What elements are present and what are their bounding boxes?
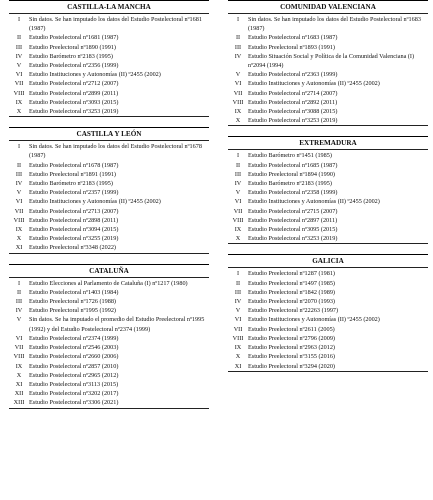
study-description: Sin datos. Se han imputado los datos del Estudio Postelectoral nº1678 (1987) (29, 143, 202, 160)
table-castilla-la-mancha (9, 0, 209, 117)
study-description: Estudio Preelectoral nº1891 (1991) (29, 170, 116, 178)
legislature-number: VII (233, 89, 243, 97)
legislature-number: VIII (13, 216, 25, 224)
region-heading: EXTREMADURA (299, 139, 357, 148)
left-column (9, 0, 209, 419)
table-row (9, 362, 209, 371)
table-row (9, 43, 209, 52)
legislature-number: XI (15, 380, 23, 388)
legislature-number: VIII (232, 334, 244, 342)
table-bottom-rule (9, 408, 209, 409)
legislature-number: V (16, 189, 22, 197)
study-description: Estudio Preelectoral nº1893 (1991) (248, 43, 335, 51)
study-description: Estudio Postelectoral nº3093 (2015) (29, 98, 119, 106)
table-row (9, 371, 209, 380)
table-row (228, 43, 428, 52)
study-description: Sin datos. Se han imputado los datos del Estudio Postelectoral nº1683 (1987) (248, 16, 421, 33)
legislature-number: II (235, 34, 241, 42)
table-row (228, 89, 428, 98)
legislature-number: IV (234, 298, 242, 306)
study-description: Estudio Postelectoral nº2715 (2007) (248, 207, 338, 215)
table-row (9, 52, 209, 61)
region-heading: CATALUÑA (89, 266, 129, 275)
table-row (228, 225, 428, 234)
legislature-number: VIII (232, 98, 244, 106)
table-bottom-rule (9, 116, 209, 117)
legislature-number: IV (15, 52, 23, 60)
table-row (9, 170, 209, 179)
legislature-number: V (235, 71, 241, 79)
study-description: Estudio Instituciones y Autonomías (II) º2455 (2002) (248, 80, 380, 88)
legislature-number: IX (234, 226, 242, 234)
table-row (228, 79, 428, 88)
study-description: Estudio Preelectoral nº2070 (1993) (248, 298, 335, 306)
table-comunidad-valenciana (228, 0, 428, 126)
legislature-number: VI (15, 334, 23, 342)
legislature-number: II (16, 288, 22, 296)
table-cataluna (9, 264, 209, 409)
study-description: Estudio Preelectoral nº2611 (2005) (248, 325, 335, 333)
table-row (9, 398, 209, 407)
legislature-number: XI (234, 362, 242, 370)
legislature-number: VII (233, 325, 243, 333)
legislature-number: VIII (13, 353, 25, 361)
study-description: Estudio Postelectoral nº1678 (1987) (29, 161, 119, 169)
study-description: Estudio Postelectoral nº2363 (1999) (248, 71, 338, 79)
table-row (9, 98, 209, 107)
table-galicia (228, 254, 428, 371)
table-bottom-rule (228, 371, 428, 372)
legislature-number: IV (234, 52, 242, 60)
table-row (228, 98, 428, 107)
table-row (228, 33, 428, 42)
study-description: Estudio Postelectoral nº3253 (2019) (29, 108, 119, 116)
legislature-number: II (235, 161, 241, 169)
region-heading: CASTILLA Y LEÓN (76, 130, 142, 139)
table-body (228, 14, 428, 125)
table-row (228, 306, 428, 315)
study-description: Estudio Preelectoral nº3348 (2022) (29, 244, 116, 252)
table-row (228, 107, 428, 116)
study-description: Estudio Postelectoral nº2374 (1999) (29, 334, 119, 342)
table-row (9, 279, 209, 288)
table-row (228, 179, 428, 188)
study-description: Estudio Barómetro nº2183 (1995) (29, 180, 113, 188)
legislature-number: I (17, 279, 21, 287)
legislature-number: I (236, 16, 240, 23)
study-description: Estudio Postelectoral nº2857 (2010) (29, 362, 119, 370)
legislature-number: XI (15, 244, 23, 252)
legislature-number: I (17, 16, 21, 23)
study-description: Estudio Postelectoral nº1403 (1984) (29, 288, 119, 296)
study-description: Estudio Postelectoral nº3088 (2015) (248, 108, 338, 116)
legislature-number: VIII (13, 89, 25, 97)
table-row (228, 15, 428, 33)
study-description: Estudio Preelectoral nº2963 (2012) (248, 344, 335, 352)
legislature-number: VII (14, 344, 24, 352)
study-description: Estudio Postelectoral nº3113 (2015) (29, 380, 119, 388)
legislature-number: IV (234, 180, 242, 188)
study-description: Estudio Preelectoral nº1894 (1990) (248, 170, 335, 178)
table-row (228, 343, 428, 352)
study-description: Estudio Barómetro nº1451 (1985) (248, 152, 332, 160)
study-description: Estudio Elecciones al Parlamento de Cataluña (I) nº1217 (1980) (29, 279, 188, 287)
study-description: Estudio Barómetro nº2183 (1995) (29, 52, 113, 60)
study-description: Estudio Preelectoral nº2796 (2009) (248, 334, 335, 342)
right-column (228, 0, 428, 382)
table-row (228, 352, 428, 361)
study-description: Estudio Postelectoral nº2899 (2011) (29, 89, 119, 97)
study-description: Estudio Postelectoral nº2356 (1999) (29, 62, 119, 70)
table-row (9, 179, 209, 188)
table-row (9, 197, 209, 206)
legislature-number: IX (234, 108, 242, 116)
table-bottom-rule (228, 125, 428, 126)
legislature-number: VI (234, 80, 242, 88)
legislature-number: II (16, 161, 22, 169)
study-description: Estudio Instituciones y Autonomías (II) º2455 (2002) (29, 198, 161, 206)
legislature-number: VIII (232, 216, 244, 224)
table-row (228, 188, 428, 197)
study-description: Estudio Preelectoral nº1497 (1985) (248, 279, 335, 287)
table-row (228, 70, 428, 79)
study-description: Estudio Postelectoral nº3255 (2019) (29, 235, 119, 243)
study-description: Estudio Postelectoral nº3202 (2017) (29, 390, 119, 398)
table-body (9, 14, 209, 116)
legislature-number: VII (233, 207, 243, 215)
legislature-number: VI (234, 198, 242, 206)
table-row (228, 288, 428, 297)
legislature-number: IX (15, 362, 23, 370)
legislature-number: X (235, 117, 241, 125)
study-description: Estudio Postelectoral nº2713 (2007) (29, 207, 119, 215)
table-row (9, 107, 209, 116)
table-row (9, 315, 209, 333)
legislature-number: V (16, 316, 22, 324)
legislature-number: III (15, 43, 23, 51)
study-description: Estudio Preelectoral nº1890 (1991) (29, 43, 116, 51)
table-extremadura (228, 136, 428, 244)
table-row (228, 234, 428, 243)
region-heading: CASTILLA-LA MANCHA (67, 3, 151, 11)
study-description: Estudio Postelectoral nº2546 (2003) (29, 344, 119, 352)
legislature-number: X (16, 108, 22, 116)
study-description: Estudio Preelectoral nº1842 (1989) (248, 288, 335, 296)
table-row (9, 288, 209, 297)
legislature-number: III (234, 170, 242, 178)
study-description: Estudio Postelectoral nº2965 (2012) (29, 371, 119, 379)
table-row (9, 306, 209, 315)
legislature-number: II (235, 279, 241, 287)
study-description: Estudio Postelectoral nº2660 (2006) (29, 353, 119, 361)
study-description: Estudio Postelectoral nº2898 (2011) (29, 216, 119, 224)
legislature-number: I (236, 152, 240, 160)
legislature-number: II (16, 34, 22, 42)
study-description: Estudio Postelectoral nº2358 (1999) (248, 189, 338, 197)
table-castilla-y-leon (9, 127, 209, 253)
table-row (9, 79, 209, 88)
legislature-number: X (16, 371, 22, 379)
study-description: Estudio Instituciones y Autonomías (II) º2455 (2002) (248, 198, 380, 206)
study-description: Sin datos. Se han imputado los datos del Estudio Postelectoral nº1681 (1987) (29, 16, 202, 33)
legislature-number: VII (14, 207, 24, 215)
study-description: Estudio Postelectoral nº2712 (2007) (29, 80, 119, 88)
table-row (228, 116, 428, 125)
table-row (228, 161, 428, 170)
study-description: Estudio Barómetro nº2183 (1995) (248, 180, 332, 188)
study-description: Estudio Preelectoral nº22263 (1997) (248, 307, 339, 315)
study-description: Estudio Postelectoral nº1683 (1987) (248, 34, 338, 42)
table-row (228, 197, 428, 206)
table-body (228, 150, 428, 243)
study-description: Estudio Postelectoral nº3253 (2019) (248, 117, 338, 125)
table-row (9, 234, 209, 243)
study-description: Estudio Preelectoral nº3155 (2016) (248, 353, 335, 361)
table-body (228, 268, 428, 370)
table-row (228, 216, 428, 225)
table-row (228, 334, 428, 343)
study-description: Estudio Preelectoral nº3294 (2020) (248, 362, 335, 370)
legislature-number: XII (14, 390, 24, 398)
table-row (9, 389, 209, 398)
table-body (9, 278, 209, 408)
study-description: Estudio Postelectoral nº3253 (2019) (248, 235, 338, 243)
study-description: Estudio Instituciones y Autonomías (II) º2455 (2002) (248, 316, 380, 324)
table-body (9, 141, 209, 252)
study-description: Estudio Postelectoral nº2897 (2011) (248, 216, 338, 224)
study-description: Estudio Preelectoral nº1995 (1992) (29, 307, 116, 315)
legislature-number: IX (15, 98, 23, 106)
table-row (228, 269, 428, 278)
study-description: Estudio Instituciones y Autonomías (II) º2455 (2002) (29, 71, 161, 79)
study-description: Estudio Situación Social y Política de la Comunidad Valenciana (I) nº2094 (1994) (248, 52, 415, 70)
study-description: Estudio Postelectoral nº1685 (1987) (248, 161, 338, 169)
legislature-number: X (235, 353, 241, 361)
table-row (9, 142, 209, 160)
table-row (9, 33, 209, 42)
table-row (9, 61, 209, 70)
table-row (9, 216, 209, 225)
table-row (9, 243, 209, 252)
legislature-number: V (16, 62, 22, 70)
legislature-number: I (236, 270, 240, 278)
table-row (9, 15, 209, 33)
table-row (9, 343, 209, 352)
table-row (9, 161, 209, 170)
legislature-number: IV (15, 180, 23, 188)
legislature-number: VI (234, 316, 242, 324)
region-heading: GALICIA (312, 257, 344, 266)
table-row (228, 207, 428, 216)
table-row (228, 52, 428, 70)
table-row (9, 70, 209, 79)
study-description: Estudio Preelectoral nº1287 (1981) (248, 270, 335, 278)
study-description: Estudio Postelectoral nº3095 (2015) (248, 226, 338, 234)
table-row (228, 315, 428, 324)
legislature-number: VI (15, 71, 23, 79)
table-row (228, 325, 428, 334)
table-row (9, 352, 209, 361)
legislature-number: V (235, 189, 241, 197)
table-row (9, 89, 209, 98)
study-description: Estudio Postelectoral nº2714 (2007) (248, 89, 338, 97)
table-row (228, 151, 428, 160)
study-description: Estudio Postelectoral nº3094 (2015) (29, 226, 119, 234)
table-row (228, 170, 428, 179)
legislature-number: VI (15, 198, 23, 206)
legislature-number: III (15, 298, 23, 306)
study-description: Estudio Postelectoral nº2357 (1999) (29, 189, 119, 197)
legislature-number: XIII (13, 399, 25, 407)
table-row (228, 362, 428, 371)
study-description: Estudio Postelectoral nº3306 (2021) (29, 399, 119, 407)
table-row (9, 380, 209, 389)
study-description: Estudio Postelectoral nº1681 (1987) (29, 34, 119, 42)
table-row (9, 207, 209, 216)
legislature-number: III (234, 288, 242, 296)
table-bottom-rule (228, 243, 428, 244)
table-bottom-rule (9, 253, 209, 254)
study-description: Estudio Postelectoral nº2892 (2011) (248, 98, 338, 106)
legislature-number: IX (15, 226, 23, 234)
legislature-number: IV (15, 307, 23, 315)
legislature-number: III (234, 43, 242, 51)
legislature-number: X (235, 235, 241, 243)
table-row (228, 297, 428, 306)
region-heading: COMUNIDAD VALENCIANA (280, 3, 376, 11)
table-row (228, 279, 428, 288)
table-row (9, 225, 209, 234)
study-description: Sin datos. Se ha imputado el promedio del Estudio Preelectoral nº1995 (1992) y del Estudio Postelectoral nº2374 (1999) (29, 316, 205, 333)
legislature-number: III (15, 170, 23, 178)
table-row (9, 297, 209, 306)
legislature-number: IX (234, 344, 242, 352)
legislature-number: V (235, 307, 241, 315)
table-row (9, 188, 209, 197)
legislature-number: VII (14, 80, 24, 88)
study-description: Estudio Preelectoral nº1726 (1988) (29, 298, 116, 306)
table-row (9, 334, 209, 343)
legislature-number: I (17, 143, 21, 151)
legislature-number: X (16, 235, 22, 243)
